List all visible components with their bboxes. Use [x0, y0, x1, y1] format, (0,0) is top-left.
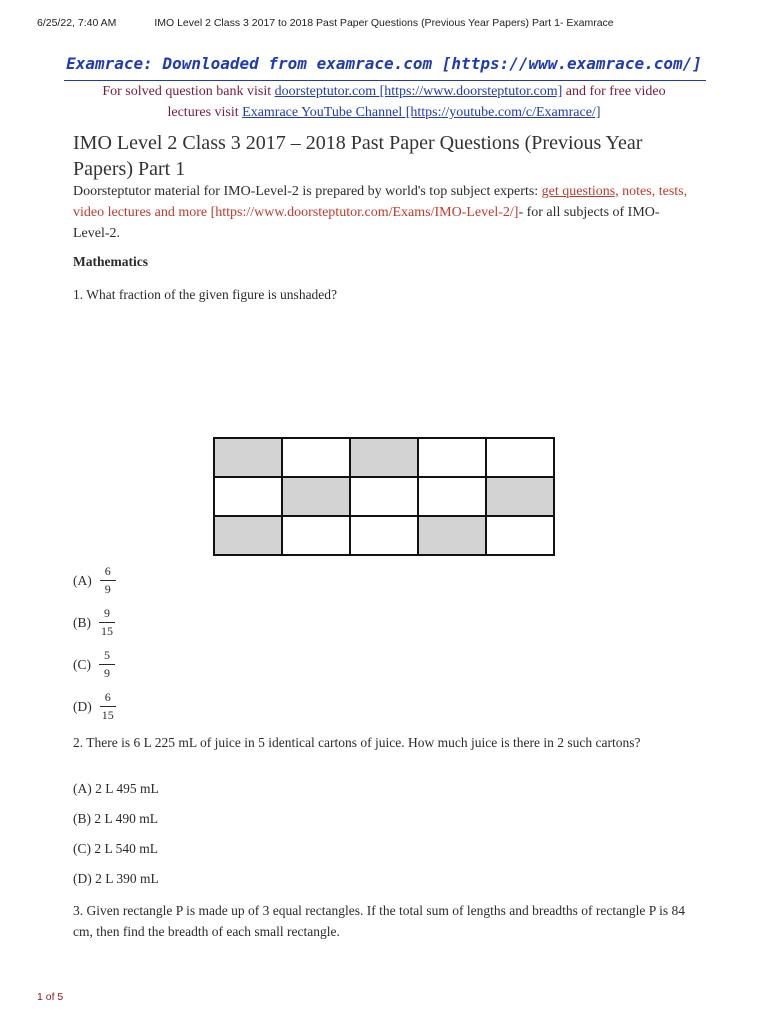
promo-line2-prefix: lectures visit: [167, 105, 243, 120]
doorsteptutor-link[interactable]: doorsteptutor.com [https://www.doorsteptutor.com]: [274, 84, 563, 99]
question-2: 2. There is 6 L 225 mL of juice in 5 identical cartons of juice. How much juice is there in 2 such cartons?: [73, 735, 641, 750]
intro-prefix: Doorsteptutor material for IMO-Level-2 is prepared by world's top subject experts:: [73, 184, 542, 199]
option-label: (B): [73, 614, 91, 630]
intro-paragraph: [73, 181, 693, 244]
q1-option: [73, 565, 116, 596]
option-label: (D): [73, 698, 92, 714]
fraction: [99, 607, 115, 638]
grid-row: [214, 438, 554, 477]
option-label: (A): [73, 572, 92, 588]
q2-option: (D) 2 L 390 mL: [73, 871, 159, 886]
intro-suffix: - for all subjects of IMO-Level-2.: [73, 205, 660, 241]
shaded-cell: [214, 516, 282, 555]
fraction-bar: [100, 706, 116, 707]
shaded-cell: [418, 516, 486, 555]
q2-option: (B) 2 L 490 mL: [73, 811, 158, 826]
unshaded-cell: [418, 477, 486, 516]
shaded-cell: [486, 477, 554, 516]
shaded-cell: [214, 438, 282, 477]
shaded-cell: [282, 477, 350, 516]
unshaded-cell: [418, 438, 486, 477]
fraction: [99, 649, 115, 680]
promo-text: [60, 81, 708, 123]
q2-option: (A) 2 L 495 mL: [73, 781, 159, 796]
fraction-denominator: 9: [104, 666, 110, 680]
fraction-bar: [99, 622, 115, 623]
unshaded-cell: [486, 516, 554, 555]
promo-line1-suffix: and for free video: [562, 84, 666, 99]
fraction-bar: [100, 580, 116, 581]
q1-option: [73, 649, 115, 680]
fraction-grid-figure: [213, 437, 555, 556]
source-banner[interactable]: Examrace: Downloaded from examrace.com [https://www.examrace.com/]: [66, 54, 702, 73]
fraction-denominator: 9: [104, 582, 111, 596]
promo-line1-prefix: For solved question bank visit: [102, 84, 275, 99]
fraction-numerator: 9: [104, 606, 110, 620]
unshaded-cell: [282, 438, 350, 477]
option-label: (C): [73, 656, 91, 672]
print-header: [0, 0, 768, 40]
unshaded-cell: [214, 477, 282, 516]
q1-option: [73, 607, 115, 638]
grid-row: [214, 477, 554, 516]
fraction-denominator: 15: [101, 708, 114, 722]
fraction-bar: [99, 664, 115, 665]
get-questions-link[interactable]: get questions,: [541, 184, 619, 199]
page-title: IMO Level 2 Class 3 2017 – 2018 Past Paper Questions (Previous Year Papers) Part 1: [73, 132, 643, 180]
unshaded-cell: [350, 477, 418, 516]
question-1: 1. What fraction of the given figure is unshaded?: [73, 287, 338, 302]
shaded-cell: [350, 438, 418, 477]
fraction-numerator: 6: [104, 564, 111, 578]
print-page-title: IMO Level 2 Class 3 2017 to 2018 Past Paper Questions (Previous Year Papers) Part 1- Examrace: [154, 17, 614, 29]
print-date: 6/25/22, 7:40 AM: [37, 17, 117, 29]
question-3: 3. Given rectangle P is made up of 3 equal rectangles. If the total sum of lengths and breadths of rectangle P is 84 cm, then find the breadth of each small rectangle.: [73, 903, 685, 939]
section-heading: Mathematics: [73, 254, 148, 269]
exam-materials-link[interactable]: notes, tests, video lectures and more [https://www.doorsteptutor.com/Exams/IMO-Level-2/]: [73, 184, 688, 220]
fraction-denominator: 15: [101, 624, 113, 638]
unshaded-cell: [350, 516, 418, 555]
q2-option: (C) 2 L 540 mL: [73, 841, 158, 856]
grid-row: [214, 516, 554, 555]
q1-option: [73, 691, 116, 722]
unshaded-cell: [486, 438, 554, 477]
youtube-channel-link[interactable]: Examrace YouTube Channel [https://youtube.com/c/Examrace/]: [242, 105, 601, 120]
fraction-numerator: 5: [104, 648, 110, 662]
fraction: [100, 565, 116, 596]
fraction-numerator: 6: [104, 690, 111, 704]
page-counter: 1 of 5: [37, 991, 64, 1003]
unshaded-cell: [282, 516, 350, 555]
fraction: [100, 691, 116, 722]
